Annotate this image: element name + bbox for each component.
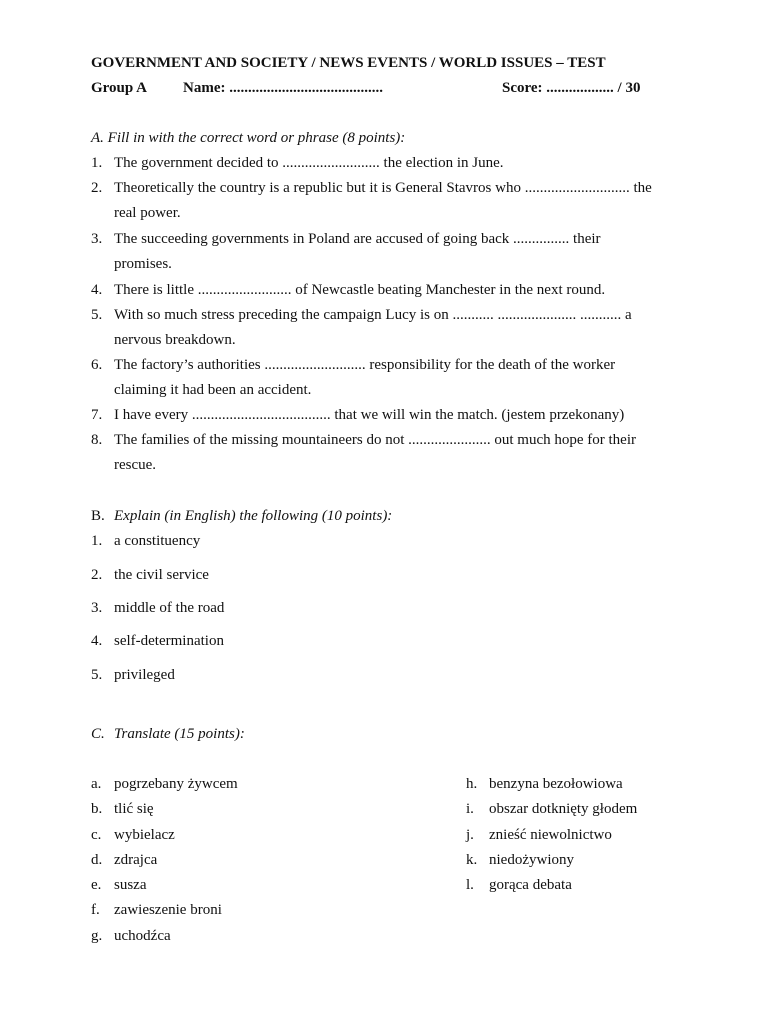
polish-phrase: wybielacz	[114, 827, 175, 843]
item-text-line: The succeeding governments in Poland are accused of going back ............... their	[114, 231, 601, 247]
item-number: 3.	[91, 600, 103, 616]
polish-phrase: zdrajca	[114, 852, 158, 868]
item-text-line: Theoretically the country is a republic but it is General Stavros who ............................ the	[114, 180, 652, 196]
item-number: 4.	[91, 282, 103, 298]
item-number: 2.	[91, 180, 103, 196]
item-text-line: With so much stress preceding the campaign Lucy is on ........... ..................... ........... a	[114, 307, 632, 323]
item-letter: k.	[466, 852, 478, 868]
polish-phrase: zawieszenie broni	[114, 902, 222, 918]
item-text-line: promises.	[114, 256, 172, 272]
item-number: 3.	[91, 231, 103, 247]
section-a-heading: A. Fill in with the correct word or phrase (8 points):	[91, 130, 406, 146]
score-field: Score: .................. / 30	[502, 80, 641, 96]
item-number: 8.	[91, 432, 103, 448]
section-b-heading: Explain (in English) the following (10 points):	[114, 508, 393, 524]
item-letter: j.	[466, 827, 474, 843]
item-text-line: The government decided to .......................... the election in June.	[114, 155, 504, 171]
item-number: 7.	[91, 407, 103, 423]
polish-phrase: niedożywiony	[489, 852, 574, 868]
item-letter: l.	[466, 877, 474, 893]
section-c-heading: Translate (15 points):	[114, 726, 245, 742]
name-field: Name: .........................................	[183, 80, 383, 96]
item-text-line: rescue.	[114, 457, 157, 473]
item-number: 5.	[91, 307, 103, 323]
item-letter: g.	[91, 928, 103, 944]
item-letter: c.	[91, 827, 102, 843]
group-label: Group A	[91, 80, 147, 96]
term-to-explain: self-determination	[114, 633, 224, 649]
item-text-line: There is little ......................... of Newcastle beating Manchester in the next round.	[114, 282, 606, 298]
item-letter: b.	[91, 801, 103, 817]
term-to-explain: the civil service	[114, 567, 209, 583]
polish-phrase: gorąca debata	[489, 877, 572, 893]
polish-phrase: benzyna bezołowiowa	[489, 776, 623, 792]
polish-phrase: uchodźca	[114, 928, 171, 944]
item-number: 1.	[91, 155, 103, 171]
item-text-line: I have every ..................................... that we will win the match. (jestem przekonany)	[114, 407, 625, 423]
item-number: 2.	[91, 567, 103, 583]
item-letter: h.	[466, 776, 478, 792]
term-to-explain: middle of the road	[114, 600, 225, 616]
item-letter: i.	[466, 801, 474, 817]
item-text-line: nervous breakdown.	[114, 332, 236, 348]
item-number: 1.	[91, 533, 103, 549]
term-to-explain: a constituency	[114, 533, 201, 549]
polish-phrase: obszar dotknięty głodem	[489, 801, 638, 817]
polish-phrase: susza	[114, 877, 147, 893]
item-text-line: The factory’s authorities ........................... responsibility for the death of the worker	[114, 357, 616, 373]
test-title: GOVERNMENT AND SOCIETY / NEWS EVENTS / WORLD ISSUES – TEST	[91, 55, 606, 71]
item-letter: e.	[91, 877, 102, 893]
item-text-line: claiming it had been an accident.	[114, 382, 312, 398]
polish-phrase: tlić się	[114, 801, 154, 817]
item-letter: f.	[91, 902, 100, 918]
item-number: 6.	[91, 357, 103, 373]
polish-phrase: znieść niewolnictwo	[489, 827, 612, 843]
item-text-line: real power.	[114, 205, 181, 221]
item-number: 4.	[91, 633, 103, 649]
section-c-letter: C.	[91, 726, 105, 742]
item-number: 5.	[91, 667, 103, 683]
polish-phrase: pogrzebany żywcem	[114, 776, 238, 792]
section-b-letter: B.	[91, 508, 105, 524]
item-letter: a.	[91, 776, 102, 792]
item-text-line: The families of the missing mountaineers do not ...................... out much hope for their	[114, 432, 636, 448]
term-to-explain: privileged	[114, 667, 175, 683]
item-letter: d.	[91, 852, 103, 868]
